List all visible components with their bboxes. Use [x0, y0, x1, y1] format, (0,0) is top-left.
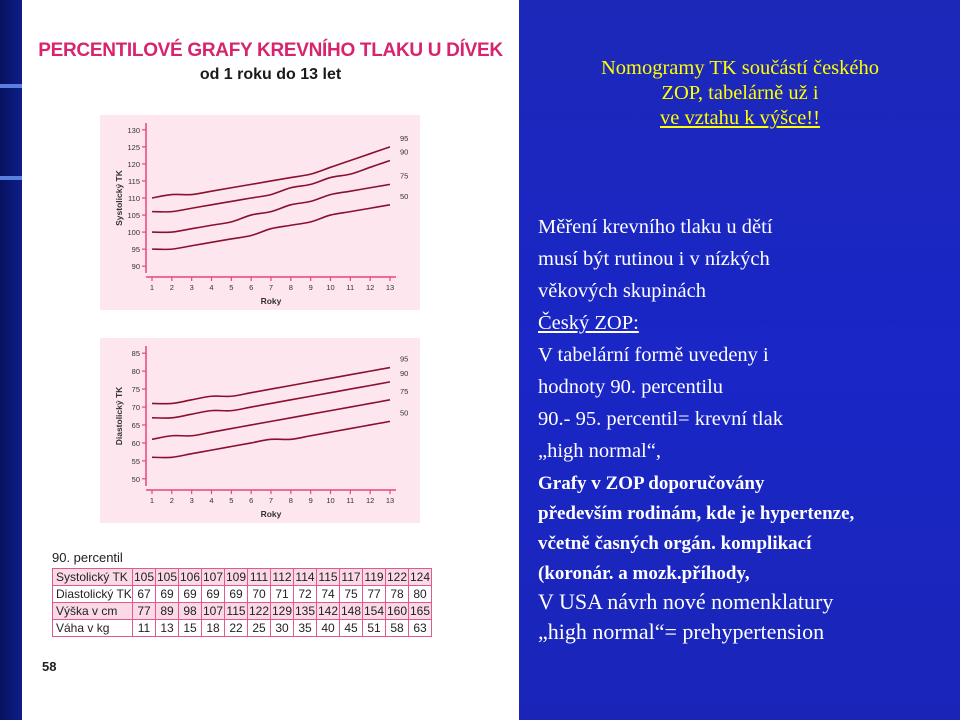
- table-row: [53, 603, 432, 620]
- table-cell: 75: [340, 586, 363, 603]
- table-cell: 124: [409, 570, 431, 584]
- y-tick-label: 110: [128, 194, 140, 203]
- table-cell: 45: [340, 620, 363, 637]
- y-tick-label: 75: [131, 385, 140, 395]
- heading-line-3: ve vztahu k výšce!!: [660, 107, 820, 129]
- table-cell: 142: [317, 604, 339, 618]
- x-tick-label: 8: [288, 283, 293, 292]
- table-cell: 58: [386, 620, 409, 637]
- x-tick-label: 5: [229, 283, 234, 292]
- row-label: Systolický TK: [53, 569, 133, 586]
- para2-line-1: V tabelární formě uvedeny i: [538, 344, 769, 366]
- y-tick-label: 125: [127, 142, 140, 152]
- table-cell: 80: [409, 586, 432, 603]
- table-cell: 107: [202, 570, 224, 584]
- x-tick-label: 12: [365, 496, 375, 505]
- para3-line-1: Grafy v ZOP doporučovány: [538, 473, 765, 494]
- series-label: 90: [400, 147, 409, 157]
- table-cell: 40: [317, 620, 340, 637]
- table-row: [53, 620, 432, 637]
- table-cell: 148: [340, 604, 362, 618]
- x-tick-label: 3: [189, 283, 194, 292]
- table-cell: 122: [386, 570, 408, 584]
- table-cell: 63: [409, 620, 432, 637]
- table-cell: 74: [317, 586, 340, 603]
- x-tick-label: 3: [189, 496, 194, 505]
- series-label: 75: [400, 171, 409, 181]
- table-cell: 89: [156, 603, 179, 620]
- x-tick-label: 10: [326, 283, 335, 292]
- table-cell: 98: [179, 603, 202, 620]
- table-cell: 129: [271, 604, 293, 618]
- table-cell: 30: [271, 620, 294, 637]
- para3-line-3: včetně časných orgán. komplikací: [538, 533, 812, 554]
- table-cell: 78: [386, 586, 409, 603]
- x-tick-label: 2: [169, 283, 174, 292]
- y-tick-label: 85: [131, 349, 140, 359]
- percentile-table: [52, 568, 432, 637]
- heading-line-1: Nomogramy TK součástí českého: [600, 57, 880, 79]
- x-tick-label: 1: [149, 496, 155, 505]
- table-cell: 71: [271, 586, 294, 603]
- y-axis-label: Diastolický TK: [114, 386, 124, 446]
- table-cell: 77: [133, 603, 156, 620]
- table-row: [53, 569, 432, 586]
- table-cell: 154: [363, 604, 385, 618]
- table-cell: 106: [179, 570, 201, 584]
- x-tick-label: 10: [326, 496, 335, 505]
- series-label: 90: [400, 368, 409, 378]
- czech-zop-label: Český ZOP:: [538, 312, 639, 334]
- x-tick-label: 11: [346, 283, 355, 292]
- y-tick-label: 130: [127, 125, 140, 135]
- x-tick-label: 7: [268, 496, 274, 505]
- table-cell: 117: [341, 570, 361, 584]
- table-cell: 18: [202, 620, 225, 637]
- series-label: 50: [400, 191, 409, 201]
- x-tick-label: 9: [308, 496, 313, 505]
- x-tick-label: 12: [365, 283, 375, 292]
- y-tick-label: 60: [131, 438, 140, 448]
- scan-subtitle: od 1 roku do 13 let: [199, 66, 342, 83]
- row-label: Výška v cm: [53, 603, 133, 620]
- systolic-chart: [100, 115, 420, 310]
- para4-line-2: „high normal“= prehypertension: [538, 619, 825, 644]
- table-cell: 105: [156, 570, 178, 584]
- table-row: [53, 586, 432, 603]
- x-tick-label: 1: [149, 283, 155, 292]
- para1-line-2: musí být rutinou i v nízkých: [538, 248, 770, 270]
- x-tick-label: 13: [385, 283, 395, 292]
- x-tick-label: 4: [209, 283, 214, 292]
- x-tick-label: 7: [268, 283, 274, 292]
- chart-background: [100, 115, 420, 310]
- para3-line-2: především rodinám, kde je hypertenze,: [538, 503, 855, 524]
- table-cell: 105: [133, 570, 155, 584]
- y-tick-label: 80: [131, 367, 140, 377]
- x-tick-label: 8: [288, 496, 293, 505]
- table-cell: 112: [272, 570, 292, 584]
- table-cell: 70: [248, 586, 271, 603]
- y-axis-label: Systolický TK: [114, 170, 124, 226]
- page-number: 58: [42, 659, 57, 674]
- series-label: 95: [400, 354, 409, 364]
- decor-tick: [0, 176, 22, 180]
- para1-line-3: věkových skupinách: [538, 280, 706, 302]
- x-axis-label: Roky: [260, 296, 282, 306]
- table-cell: 69: [225, 586, 248, 603]
- table-cell: 69: [202, 586, 225, 603]
- table-cell: 22: [225, 620, 248, 637]
- table-cell: 67: [133, 586, 156, 603]
- y-tick-label: 70: [131, 403, 140, 413]
- x-tick-label: 9: [308, 283, 313, 292]
- x-tick-label: 6: [249, 283, 254, 292]
- table-cell: 122: [248, 604, 270, 618]
- table-cell: 160: [386, 604, 408, 618]
- table-cell: 115: [226, 604, 246, 618]
- left-decor-bar: [0, 0, 22, 720]
- table-cell: 69: [156, 586, 179, 603]
- y-tick-label: 95: [131, 245, 140, 255]
- row-label: Diastolický TK: [53, 586, 133, 603]
- y-tick-label: 100: [127, 228, 140, 238]
- table-cell: 72: [294, 586, 317, 603]
- x-tick-label: 6: [249, 496, 254, 505]
- table-cell: 109: [225, 570, 247, 584]
- table-cell: 35: [294, 620, 317, 637]
- table-cell: 25: [248, 620, 271, 637]
- heading-line-2: ZOP, tabelárně už i: [661, 82, 819, 104]
- table-cell: 119: [364, 570, 384, 584]
- para2-line-4: „high normal“,: [538, 440, 661, 462]
- y-tick-label: 105: [127, 211, 140, 221]
- percentile-label: 90. percentil: [52, 550, 123, 565]
- table-cell: 115: [318, 570, 338, 584]
- series-label: 75: [400, 386, 409, 396]
- table-cell: 165: [409, 604, 431, 618]
- table-cell: 11: [133, 620, 156, 637]
- para2-line-3: 90.- 95. percentil= krevní tlak: [538, 408, 783, 430]
- table-cell: 107: [202, 604, 224, 618]
- x-tick-label: 5: [229, 496, 234, 505]
- y-tick-label: 50: [131, 474, 140, 484]
- x-tick-label: 2: [169, 496, 174, 505]
- y-tick-label: 55: [131, 456, 140, 466]
- table-cell: 111: [248, 569, 271, 586]
- x-tick-label: 13: [385, 496, 395, 505]
- y-tick-label: 120: [127, 159, 140, 169]
- series-label: 95: [400, 133, 409, 143]
- scan-title: PERCENTILOVÉ GRAFY KREVNÍHO TLAKU U DÍVEK: [38, 40, 503, 61]
- para2-line-2: hodnoty 90. percentilu: [538, 376, 724, 398]
- x-tick-label: 4: [209, 496, 214, 505]
- para1-line-1: Měření krevního tlaku u dětí: [538, 216, 773, 238]
- table-cell: 15: [179, 620, 202, 637]
- decor-tick: [0, 84, 22, 88]
- x-tick-label: 11: [346, 496, 355, 505]
- para4-line-1: V USA návrh nové nomenklatury: [538, 589, 834, 614]
- series-label: 50: [400, 408, 409, 418]
- y-tick-label: 90: [131, 262, 140, 272]
- y-tick-label: 65: [131, 420, 140, 430]
- table-cell: 77: [363, 586, 386, 603]
- y-tick-label: 115: [128, 176, 140, 186]
- para3-line-4: (koronár. a mozk.příhody,: [538, 563, 750, 584]
- row-label: Váha v kg: [53, 620, 133, 637]
- table-cell: 135: [294, 604, 316, 618]
- x-axis-label: Roky: [260, 509, 282, 519]
- table-cell: 69: [179, 586, 202, 603]
- table-cell: 51: [363, 620, 386, 637]
- table-cell: 13: [156, 620, 179, 637]
- diastolic-chart: [100, 338, 420, 523]
- table-cell: 114: [295, 570, 315, 584]
